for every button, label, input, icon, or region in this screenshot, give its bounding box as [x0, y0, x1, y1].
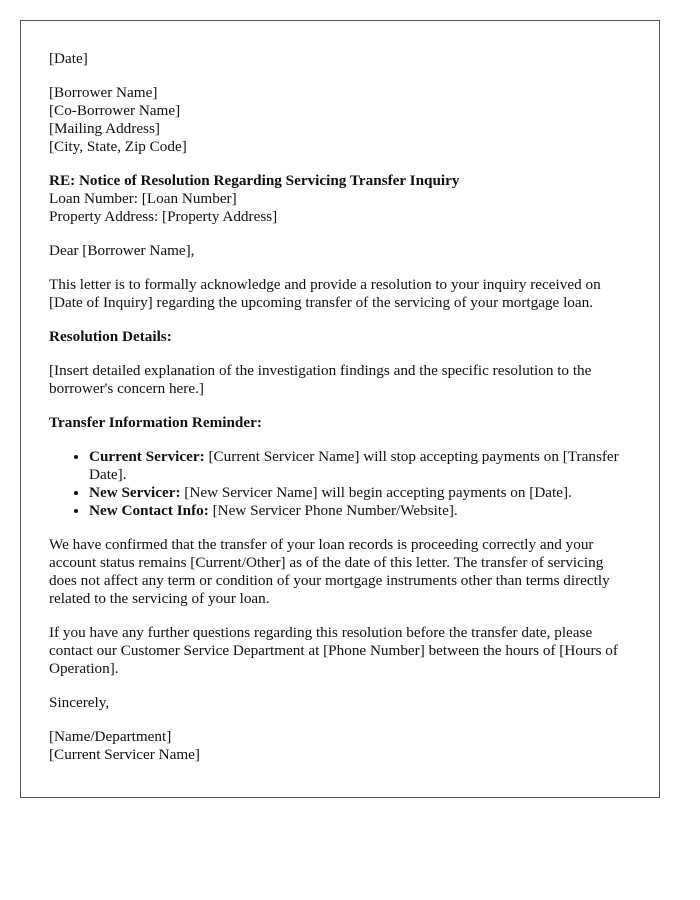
list-item-current-servicer: [89, 448, 631, 484]
borrower-name: [Borrower Name]: [49, 84, 158, 101]
list-item-label: Current Servicer:: [89, 448, 205, 465]
recipient-block: [49, 84, 631, 156]
signature-name-department: [Name/Department]: [49, 728, 172, 745]
city-state-zip: [City, State, Zip Code]: [49, 138, 187, 155]
signature-block: [49, 728, 631, 764]
letter-date: [Date]: [49, 50, 88, 67]
salutation: Dear [Borrower Name],: [49, 242, 195, 259]
property-address: Property Address: [Property Address]: [49, 208, 278, 225]
list-item-label: New Contact Info:: [89, 502, 209, 519]
list-item-new-contact-info: [89, 502, 631, 520]
transfer-info-list: [49, 448, 631, 520]
reference-block: [49, 172, 631, 226]
list-item-text: [New Servicer Phone Number/Website].: [208, 502, 458, 519]
re-line: RE: Notice of Resolution Regarding Servicing Transfer Inquiry: [49, 172, 460, 189]
contact-paragraph: If you have any further questions regarding this resolution before the transfer date, please contact our Customer Service Department at [Phone Number] between the hours of [Hours of Operation].: [49, 624, 618, 677]
loan-number: Loan Number: [Loan Number]: [49, 190, 237, 207]
signature-servicer-name: [Current Servicer Name]: [49, 746, 200, 763]
confirmation-paragraph: We have confirmed that the transfer of your loan records is proceeding correctly and your account status remains [Current/Other] as of the date of this letter. The transfer of servicing does not affect any term or condition of your mortgage instruments other than terms directly related to the servicing of your loan.: [49, 536, 610, 607]
letter-page: [20, 20, 660, 798]
resolution-body: [Insert detailed explanation of the investigation findings and the specific resolution to the borrower's concern here.]: [49, 362, 592, 397]
closing: Sincerely,: [49, 694, 110, 711]
list-item-label: New Servicer:: [89, 484, 181, 501]
list-item-text: [New Servicer Name] will begin accepting payments on [Date].: [180, 484, 572, 501]
mailing-address: [Mailing Address]: [49, 120, 160, 137]
list-item-text: [Current Servicer Name] will stop accepting payments on [Transfer Date].: [89, 448, 619, 483]
resolution-heading: Resolution Details:: [49, 328, 172, 345]
co-borrower-name: [Co-Borrower Name]: [49, 102, 181, 119]
transfer-info-heading: Transfer Information Reminder:: [49, 414, 262, 431]
intro-paragraph: This letter is to formally acknowledge and provide a resolution to your inquiry received on [Date of Inquiry] regarding the upcoming transfer of the servicing of your mortgage loan.: [49, 276, 601, 311]
list-item-new-servicer: [89, 484, 631, 502]
